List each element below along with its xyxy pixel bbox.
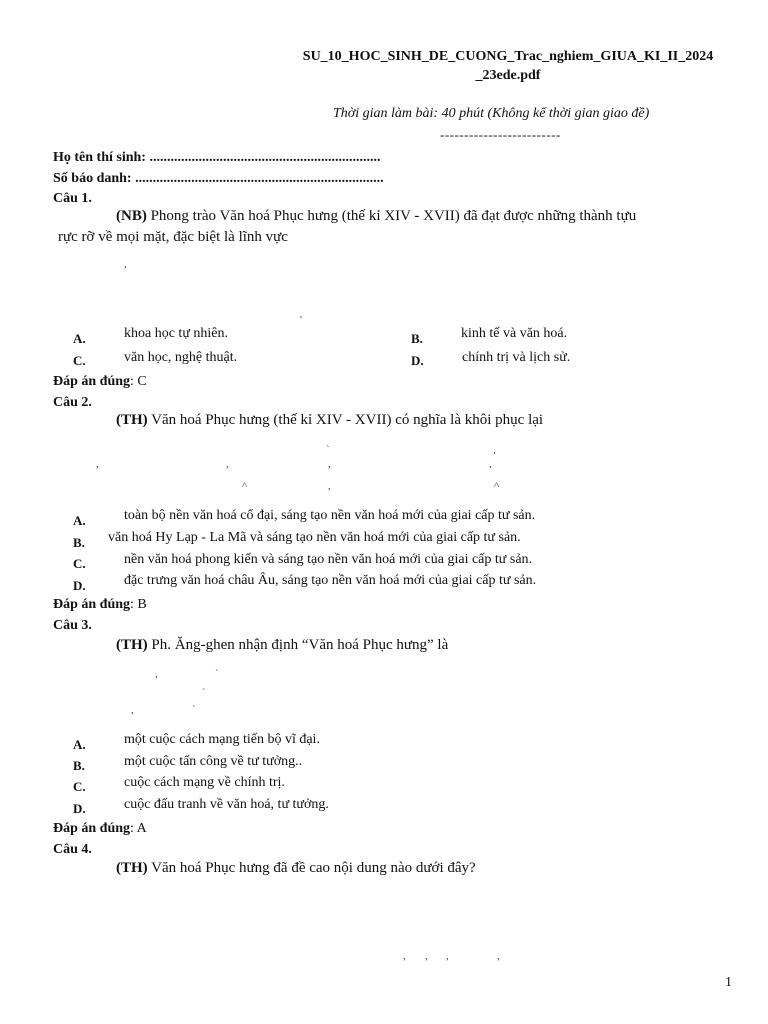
question-4-tag: (TH): [116, 860, 148, 876]
stray-mark: ,: [96, 458, 99, 470]
stray-mark: ': [300, 314, 302, 326]
question-3-option-b-letter: B.: [73, 758, 85, 773]
question-1-stem: [116, 208, 636, 225]
stray-mark: `: [202, 687, 206, 699]
question-3-option-c-letter: C.: [73, 779, 86, 794]
document-title-line1: SU_10_HOC_SINH_DE_CUONG_Trac_nghiem_GIUA_KI_II_2024: [302, 49, 714, 64]
page-number: 1: [725, 975, 732, 990]
stray-mark: `: [192, 704, 196, 716]
question-1-option-a-letter: A.: [73, 331, 86, 346]
stray-mark: ,: [226, 458, 229, 470]
stray-mark: ^: [494, 480, 500, 492]
document-title: [283, 47, 733, 85]
stray-mark: ,: [131, 704, 134, 716]
stray-mark: ,: [328, 480, 331, 492]
stray-mark: ,: [446, 950, 449, 962]
question-3-option-b: một cuộc tấn công về tư tưởng..: [124, 754, 303, 769]
question-3-tag: (TH): [116, 637, 148, 653]
stray-mark: ,: [403, 950, 406, 962]
question-4-label: Câu 4.: [53, 842, 92, 857]
question-3-text-line1: Ph. Ăng-ghen nhận định “Văn hoá Phục hưng” là: [147, 637, 449, 653]
header-divider: -------------------------: [440, 127, 561, 142]
question-2-option-a-letter: A.: [73, 513, 86, 528]
question-2-answer-label: Đáp án đúng: [53, 597, 131, 612]
question-3-option-d-letter: D.: [73, 801, 86, 816]
question-4-stem: [116, 860, 476, 877]
question-2-option-b: văn hoá Hy Lạp - La Mã và sáng tạo nền văn hoá mới của giai cấp tư sản.: [108, 530, 521, 545]
question-1-text-line1: Phong trào Văn hoá Phục hưng (thế kỉ XIV - XVII) đã đạt được những thành tựu: [146, 208, 637, 224]
stray-mark: ,: [493, 444, 496, 456]
question-1-option-b-letter: B.: [411, 331, 423, 346]
question-2-text-line1: Văn hoá Phục hưng (thế kỉ XIV - XVII) có nghĩa là khôi phục lại: [147, 412, 544, 428]
question-2-option-d-letter: D.: [73, 578, 86, 593]
document-title-line2: _23ede.pdf: [475, 68, 541, 83]
question-1-answer: [53, 374, 147, 390]
question-1-option-a: khoa học tự nhiên.: [124, 326, 229, 341]
question-3-answer-value: : A: [130, 821, 147, 836]
question-1-option-d: chính trị và lịch sử.: [462, 350, 571, 365]
question-1-option-d-letter: D.: [411, 353, 424, 368]
stray-mark: ,: [124, 258, 127, 270]
question-1-option-c-letter: C.: [73, 353, 86, 368]
question-2-label: Câu 2.: [53, 395, 92, 410]
question-1-answer-label: Đáp án đúng: [53, 374, 131, 389]
question-3-stem: [116, 637, 448, 654]
question-2-option-c-letter: C.: [73, 556, 86, 571]
question-1-tag: (NB): [116, 208, 147, 224]
question-1-label: Câu 1.: [53, 191, 92, 206]
question-3-answer-label: Đáp án đúng: [53, 821, 131, 836]
candidate-id-field: Số báo danh: .......................................................................: [53, 171, 384, 186]
stray-mark: ,: [155, 668, 158, 680]
question-3-answer: [53, 821, 147, 837]
question-2-option-c: nền văn hoá phong kiến và sáng tạo nền văn hoá mới của giai cấp tư sản.: [124, 552, 533, 567]
question-2-option-a: toàn bộ nền văn hoá cổ đại, sáng tạo nền văn hoá mới của giai cấp tư sản.: [124, 508, 536, 523]
question-1-text-line2: rực rỡ về mọi mặt, đặc biệt là lĩnh vực: [58, 229, 288, 245]
question-1-option-b: kinh tế và văn hoá.: [461, 326, 568, 341]
question-3-label: Câu 3.: [53, 618, 92, 633]
question-3-option-a-letter: A.: [73, 737, 86, 752]
question-2-option-b-letter: B.: [73, 535, 85, 550]
question-4-text-line1: Văn hoá Phục hưng đã đề cao nội dung nào dưới đây?: [147, 860, 476, 876]
question-2-stem: [116, 412, 543, 429]
question-3-option-d: cuộc đấu tranh về văn hoá, tư tưởng.: [124, 797, 329, 812]
stray-mark: ,: [328, 458, 331, 470]
question-1-option-c: văn học, nghệ thuật.: [124, 350, 238, 365]
stray-mark: ,: [497, 950, 500, 962]
question-2-tag: (TH): [116, 412, 148, 428]
time-note: Thời gian làm bài: 40 phút (Không kể thời gian giao đề): [333, 106, 650, 121]
question-3-option-c: cuộc cách mạng về chính trị.: [124, 775, 285, 790]
stray-mark: ,: [425, 950, 428, 962]
stray-mark: `: [215, 668, 219, 680]
question-2-answer-value: : B: [130, 597, 147, 612]
stray-mark: ^: [242, 480, 248, 492]
candidate-name-field: Họ tên thí sinh: ..................................................................: [53, 150, 381, 165]
question-1-answer-value: : C: [130, 374, 147, 389]
question-2-answer: [53, 597, 147, 613]
question-3-option-a: một cuộc cách mạng tiến bộ vĩ đại.: [124, 732, 320, 747]
stray-mark: ,: [489, 458, 492, 470]
question-2-option-d: đặc trưng văn hoá châu Âu, sáng tạo nền văn hoá mới của giai cấp tư sản.: [124, 573, 537, 588]
stray-mark: `: [326, 444, 330, 456]
